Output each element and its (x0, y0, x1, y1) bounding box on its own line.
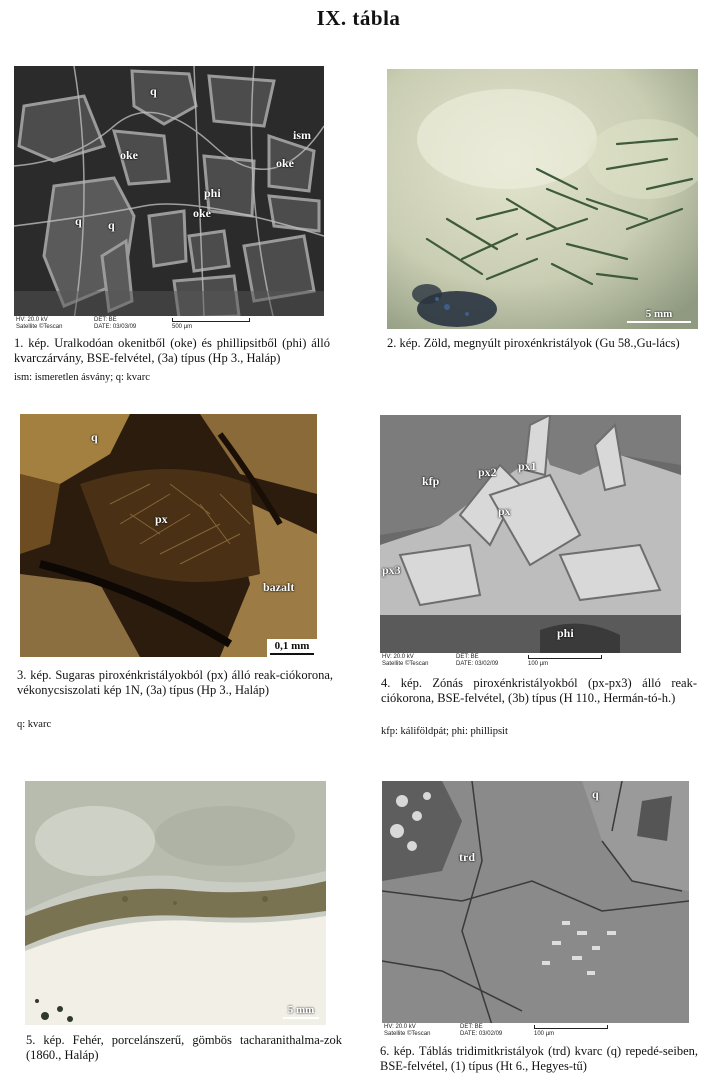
figure-6-caption: 6. kép. Táblás tridimitkristályok (trd) kvarc (q) repedé-seiben, BSE-felvétel, (1) típus (Ht 6., Hegyes-tű) (380, 1044, 698, 1073)
figure-4-caption: 4. kép. Zónás piroxénkristályokból (px-px3) álló reak-ciókorona, BSE-felvétel, (3b) típus (H 110., Hermán-tó-h.) (381, 676, 697, 705)
label-bazalt: bazalt (263, 580, 295, 594)
databar-hv: HV: 20.0 kV (384, 1024, 416, 1030)
scale-label: 5 mm (645, 308, 673, 320)
label-ism: ism (293, 128, 311, 142)
label-kfp: kfp (422, 474, 440, 488)
figure-3-caption: 3. kép. Sugaras piroxénkristályokból (px) álló reak-ciókorona, vékonycsiszolati kép 1N, (3a) típus (Hp 3., Haláp) (17, 668, 333, 697)
databar-det: DET: BE (94, 317, 117, 323)
figure-4-photo (380, 415, 681, 655)
databar-date: DATE: 03/02/09 (460, 1031, 503, 1037)
databar-hv: HV: 20.0 kV (16, 317, 48, 323)
databar-satellite: Satellite ©Tescan (382, 661, 429, 667)
figure-2-image (387, 69, 698, 329)
databar-date: DATE: 03/03/09 (94, 324, 137, 330)
label-q: q (592, 787, 599, 801)
figure-3-photo (20, 414, 317, 657)
sem-databar (380, 653, 681, 668)
figure-1-note: ism: ismeretlen ásvány; q: kvarc (14, 372, 150, 383)
databar-scale-bar (534, 1025, 608, 1029)
scale-label: 5 mm (287, 1004, 315, 1016)
databar-scale-bar (172, 318, 250, 322)
figure-2-caption: 2. kép. Zöld, megnyúlt piroxénkristályok (Gu 58.,Gu-lács) (387, 336, 680, 350)
figure-4-note: kfp: káliföldpát; phi: phillipsit (381, 726, 508, 737)
label-px: px (498, 504, 511, 518)
label-px1: px1 (518, 459, 537, 473)
scale-line (270, 653, 314, 655)
figure-2-photo (387, 69, 698, 329)
databar-scale: 500 µm (172, 324, 193, 330)
scale-label: 0,1 mm (274, 640, 310, 652)
label-q: q (91, 430, 98, 444)
scale-line (627, 321, 691, 323)
label-px2: px2 (478, 465, 497, 479)
sem-databar (382, 1023, 689, 1039)
figure-1-photo (14, 66, 324, 320)
page-title: IX. tábla (316, 6, 401, 30)
label-phi: phi (557, 626, 574, 640)
figure-1-image (14, 66, 324, 332)
figure-3-image (20, 414, 317, 657)
figure-5-image (25, 781, 326, 1025)
label-px: px (155, 512, 168, 526)
label-trd: trd (459, 850, 475, 864)
databar-hv: HV: 20.0 kV (382, 654, 414, 660)
label-px3: px3 (382, 563, 401, 577)
label-oke: oke (276, 156, 294, 170)
figure-5-caption: 5. kép. Fehér, porcelánszerű, gömbös tacharanithalma-zok (1860., Haláp) (26, 1033, 342, 1062)
label-oke: oke (120, 148, 138, 162)
label-oke: oke (193, 206, 211, 220)
databar-satellite: Satellite ©Tescan (384, 1031, 431, 1037)
label-q: q (150, 84, 157, 98)
label-phi: phi (204, 186, 221, 200)
databar-scale-bar (528, 655, 602, 659)
scale-bar (624, 307, 694, 325)
figure-4-image (380, 415, 681, 668)
figure-3-note: q: kvarc (17, 719, 52, 730)
scale-bar (280, 1003, 322, 1021)
figure-6-image (382, 781, 689, 1039)
figure-5-photo (25, 781, 326, 1025)
label-q: q (108, 218, 115, 232)
sem-databar (14, 316, 324, 332)
databar-det: DET: BE (456, 654, 479, 660)
scale-line (283, 1017, 319, 1019)
databar-det: DET: BE (460, 1024, 483, 1030)
databar-scale: 100 µm (528, 661, 549, 667)
scale-bar (267, 639, 317, 657)
databar-date: DATE: 03/02/09 (456, 661, 499, 667)
label-q: q (75, 214, 82, 228)
figure-1-caption: 1. kép. Uralkodóan okenitből (oke) és phillipsitből (phi) álló kvarczárvány, BSE-felvétel, (3a) típus (Hp 3., Haláp) (14, 336, 330, 365)
figure-6-photo (382, 781, 689, 1025)
databar-satellite: Satellite ©Tescan (16, 324, 63, 330)
databar-scale: 100 µm (534, 1031, 555, 1037)
